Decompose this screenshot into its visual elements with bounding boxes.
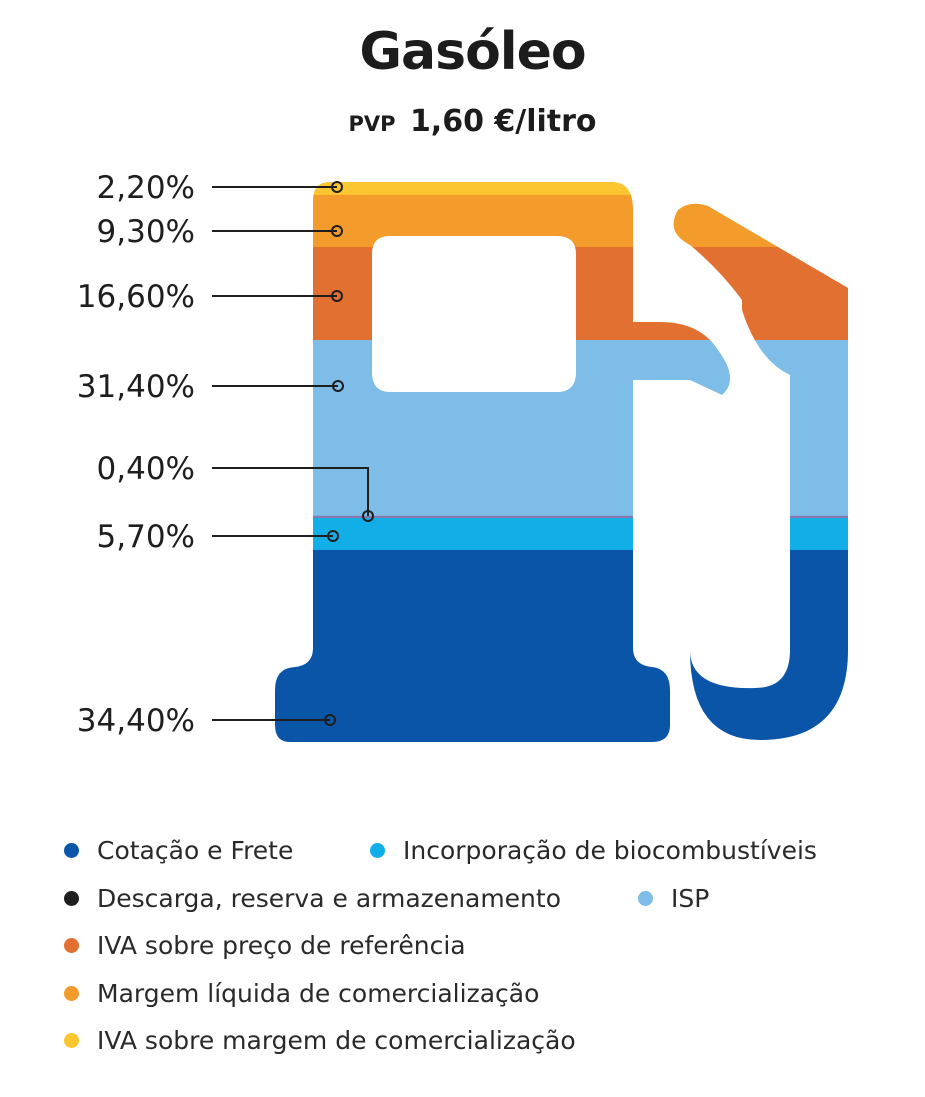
- legend-dot-1: [370, 843, 385, 858]
- legend-label-5: Margem líquida de comercialização: [97, 979, 540, 1008]
- pct-label-3: 31,40%: [76, 369, 195, 405]
- band-4: [260, 246, 880, 340]
- legend-item-4: [64, 931, 466, 960]
- band-3: [260, 339, 880, 515]
- price-value: 1,60 €/litro: [409, 104, 597, 139]
- band-5: [260, 194, 880, 247]
- pct-label-1: 5,70%: [96, 519, 195, 555]
- pct-label-4: 16,60%: [76, 279, 195, 315]
- pct-label-6: 2,20%: [96, 170, 195, 206]
- legend-label-0: Cotação e Frete: [97, 836, 294, 865]
- pump-bands: [260, 182, 880, 743]
- legend-label-6: IVA sobre margem de comercialização: [97, 1026, 576, 1055]
- legend-item-1: [370, 836, 817, 865]
- legend-label-3: ISP: [671, 884, 710, 913]
- pvp-prefix: PVP: [348, 112, 396, 136]
- legend-dot-4: [64, 938, 79, 953]
- band-0: [260, 549, 880, 742]
- legend-item-0: [64, 836, 293, 865]
- legend-item-3: [638, 884, 709, 913]
- band-6: [260, 182, 880, 195]
- band-1: [260, 517, 880, 550]
- pct-label-2: 0,40%: [96, 451, 195, 487]
- legend-item-5: [64, 979, 539, 1008]
- percentage-labels: [77, 170, 195, 739]
- pct-label-5: 9,30%: [96, 214, 195, 250]
- legend-dot-2: [64, 891, 79, 906]
- pct-label-0: 34,40%: [76, 703, 195, 739]
- legend-dot-0: [64, 843, 79, 858]
- legend-item-2: [64, 884, 561, 913]
- chart-title: Gasóleo: [359, 22, 586, 82]
- legend-dot-6: [64, 1033, 79, 1048]
- legend-label-1: Incorporação de biocombustíveis: [403, 836, 817, 865]
- legend-label-2: Descarga, reserva e armazenamento: [97, 884, 562, 913]
- legend-item-6: [64, 1026, 576, 1055]
- legend-dot-3: [638, 891, 653, 906]
- legend-dot-5: [64, 986, 79, 1001]
- legend-label-4: IVA sobre preço de referência: [97, 931, 466, 960]
